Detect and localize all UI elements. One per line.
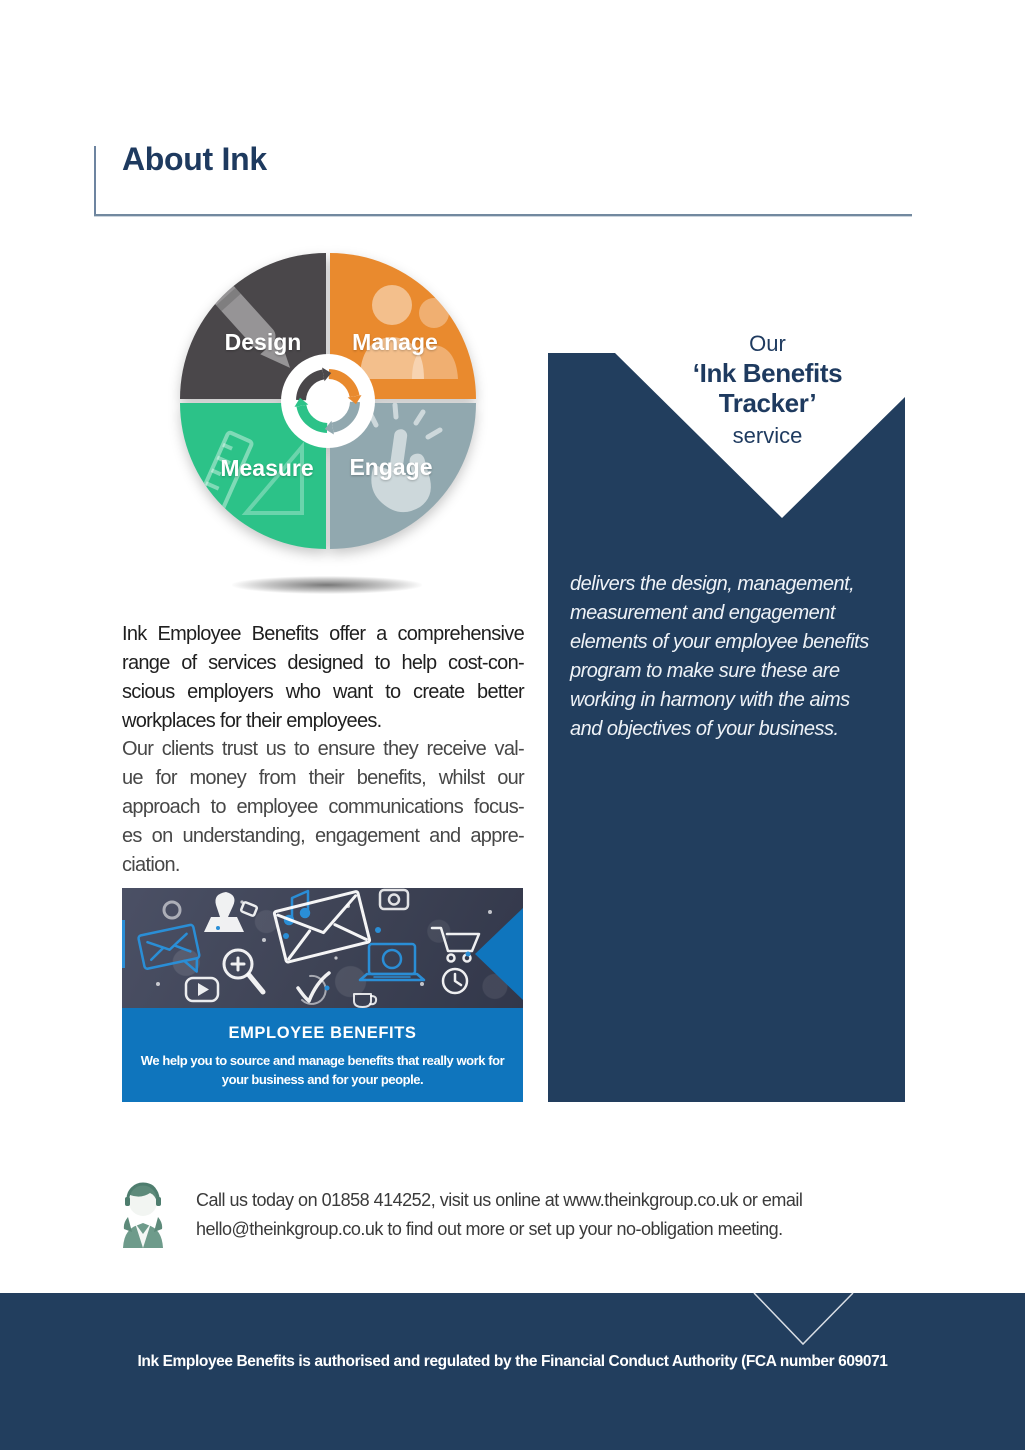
page-title: About Ink — [122, 141, 267, 177]
music-note-icon — [283, 891, 309, 939]
intro-paragraph-2 — [122, 735, 524, 880]
panel-line: measurement and engagement — [570, 602, 835, 624]
title-underline-rule — [94, 214, 912, 216]
dots — [156, 900, 492, 986]
label-design: Design — [224, 329, 302, 355]
paragraph-line: range of services designed to help cost-con- — [122, 652, 524, 674]
banner-body-line: your business and for your people. — [221, 1072, 424, 1087]
paragraph-line: es on understanding, engagement and appre- — [122, 825, 524, 847]
paragraph-line: ue for money from their benefits, whilst our — [122, 767, 524, 789]
webcam-icon — [380, 890, 408, 909]
heading-title-line1: ‘Ink Benefits — [692, 358, 843, 388]
doodle-icons — [122, 888, 523, 1008]
panel-line: program to make sure these are — [570, 660, 840, 682]
clock-icon — [443, 969, 467, 993]
magnifier-icon — [224, 950, 263, 992]
video-message-icon — [138, 924, 203, 982]
play-icon — [186, 978, 218, 1001]
tracker-service-heading — [645, 330, 890, 451]
panel-line: elements of your employee benefits — [570, 631, 869, 653]
heading-subtitle: service — [732, 423, 803, 448]
paragraph-line: approach to employee communications focus- — [122, 796, 524, 818]
paragraph-line: Our clients trust us to ensure they receive val- — [122, 738, 524, 760]
banner-doodle-art — [122, 888, 523, 1008]
contact-line: hello@theinkgroup.co.uk to find out more or set up your no-obligation meeting. — [196, 1219, 783, 1239]
tracker-service-description — [570, 570, 894, 744]
banner-chevron-shape — [475, 908, 523, 1000]
stamp-icon — [204, 892, 257, 932]
intro-paragraph-1 — [122, 620, 524, 736]
heading-title-line2: Tracker’ — [718, 388, 817, 418]
ring-icon — [164, 902, 180, 918]
wheel-drop-shadow — [232, 576, 422, 594]
paragraph-line: scious employers who want to create better — [122, 681, 524, 703]
footer-regulatory-text: Ink Employee Benefits is authorised and regulated by the Financial Conduct Authority (FCA number 609071 — [137, 1353, 888, 1370]
service-cycle-diagram — [180, 253, 476, 549]
footer-chevron-outline — [750, 1292, 860, 1348]
employee-benefits-banner — [122, 888, 523, 1102]
panel-line: working in harmony with the aims — [570, 689, 850, 711]
footer-band — [0, 1293, 1025, 1450]
paragraph-line: workplaces for their employees. — [122, 710, 382, 732]
panel-line: delivers the design, management, — [570, 573, 855, 595]
banner-title: EMPLOYEE BENEFITS — [228, 1024, 417, 1042]
label-engage: Engage — [349, 454, 433, 480]
support-agent-icon — [122, 1177, 164, 1249]
cycle-arrows-icon — [278, 351, 378, 451]
label-measure: Measure — [220, 455, 314, 481]
laptop-icon — [360, 944, 424, 980]
cart-icon — [432, 928, 479, 962]
checkmark-icon — [298, 973, 329, 1004]
heading-eyebrow: Our — [749, 331, 786, 356]
panel-line: and objectives of your business. — [570, 718, 839, 740]
contact-line: Call us today on 01858 414252, visit us online at www.theinkgroup.co.uk or email — [196, 1190, 803, 1210]
label-manage: Manage — [352, 329, 438, 355]
contact-text — [196, 1186, 896, 1244]
banner-caption-bar — [122, 1008, 523, 1102]
paragraph-line: ciation. — [122, 854, 180, 876]
paragraph-line: Ink Employee Benefits offer a comprehensive — [122, 623, 524, 645]
coffee-icon — [354, 994, 376, 1007]
envelope-icon — [274, 891, 370, 962]
title-left-rule — [94, 146, 96, 215]
banner-body-line: We help you to source and manage benefits that really work for — [140, 1053, 505, 1068]
